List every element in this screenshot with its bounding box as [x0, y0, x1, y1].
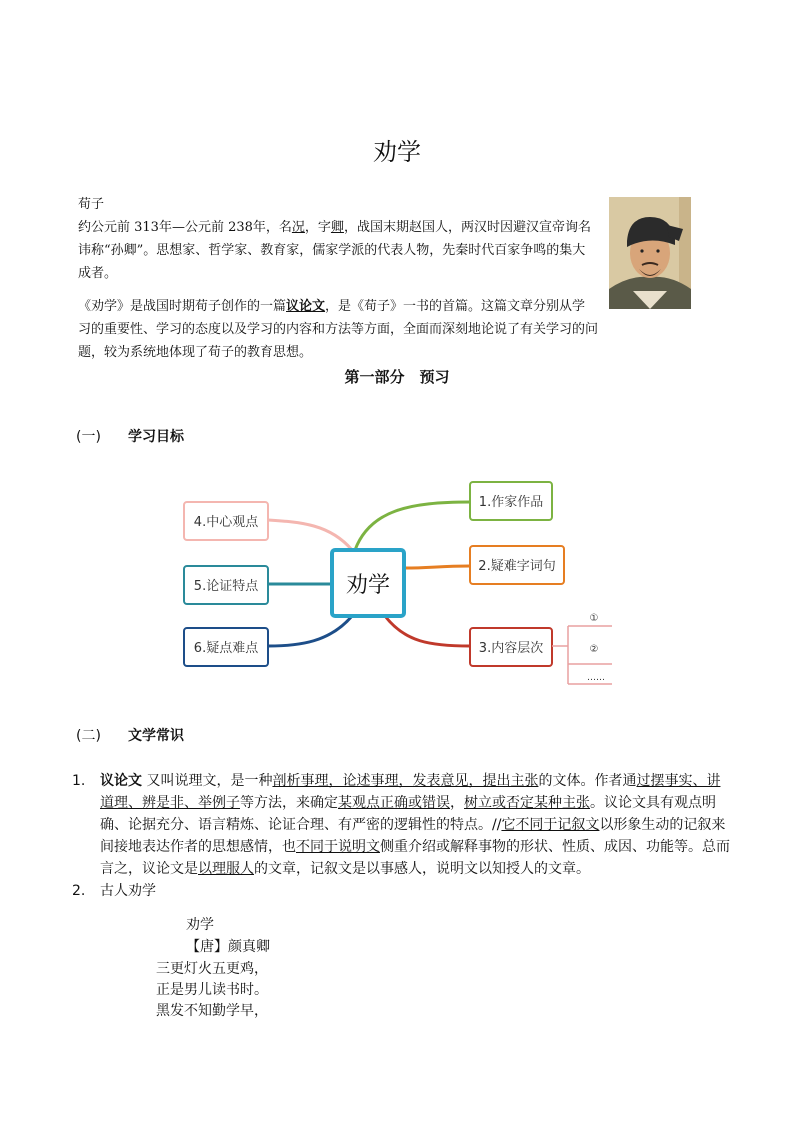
node-4-label: 4.中心观点	[193, 515, 259, 530]
item1-segment: 的文章，记叙文是以事感人，说明文以知授人的文章。	[254, 861, 590, 877]
author-bio	[78, 193, 598, 285]
branch-3	[385, 616, 470, 646]
node-2-label: 2.疑难字词句	[478, 559, 556, 574]
branch-2	[405, 566, 470, 568]
author-bio-text: 约公元前 313年—公元前 238年，名况，字卿，战国末期赵国人，两汉时因避汉宣帝询名讳称“孙卿”。思想家、哲学家、教育家，儒家学派的代表人物，先秦时代百家争鸣的集大成者。	[78, 220, 591, 281]
item1-segment: 剖析事理，论述事理，发表意见，提出主张	[272, 773, 539, 789]
author-name: 荀子	[78, 197, 105, 212]
item1-segment: 以形象生动的记叙来间接地表达作者的思想感情，也	[100, 817, 726, 855]
section-heading-1	[76, 426, 184, 446]
sub-item-1: ①	[589, 613, 599, 624]
item1-segment: ，	[450, 795, 464, 811]
mindmap	[170, 470, 620, 690]
item1-segment: 它不同于记叙文	[501, 817, 600, 833]
literature-notes	[72, 770, 732, 902]
section-number: (二)	[76, 728, 101, 744]
item1-segment: 等方法，来确定	[240, 795, 338, 811]
branch-6	[268, 616, 352, 646]
intro-paragraph: 《劝学》是战国时期荀子创作的一篇议论文，是《荀子》一书的首篇。这篇文章分别从学习的重要性、学习的态度以及学习的内容和方法等方面，全面而深刻地论说了有关学习的问题，较为系统地体现了荀子的教育思想。	[78, 299, 599, 360]
mindmap-center-label: 劝学	[345, 573, 391, 598]
item1-segment: 又叫说理文，是一种	[142, 773, 273, 789]
section-title: 学习目标	[128, 429, 184, 445]
item1-segment: 某观点正确或错误	[338, 795, 450, 811]
item1-segment: 。议论文具有观点明确、论据充分、语言精炼、论证合理、有严密的逻辑性的特点。//	[100, 795, 716, 833]
poem-title: 劝学	[186, 917, 214, 933]
sub-item-2: ②	[589, 644, 599, 655]
node-6-label: 6.疑点难点	[193, 641, 259, 656]
list-item: 2. 古人劝学	[72, 883, 156, 899]
section-number: (一)	[76, 429, 101, 445]
item1-segment: 议论文	[100, 773, 142, 789]
item1-segment: 以理服人	[198, 861, 254, 877]
item1-segment: 的文体。作者通	[538, 773, 637, 789]
poem-line: 三更灯火五更鸡，	[156, 961, 268, 977]
page-title: 劝学	[373, 138, 421, 166]
node-5-label: 5.论证特点	[193, 579, 259, 594]
section-title: 文学常识	[128, 728, 184, 744]
node-1-label: 1.作家作品	[478, 495, 544, 510]
poem-line: 黑发不知勤学早，	[156, 1003, 268, 1019]
node-3-label: 3.内容层次	[478, 641, 544, 656]
author-portrait-image	[609, 197, 691, 309]
item1-segment: 侧重介绍或解释事物的形状、性质、成因、功能等。总而言之，议论文是	[100, 839, 730, 877]
list-item: 1. 议论文 又叫说理文，是一种剖析事理，论述事理，发表意见，提出主张的文体。作者通过摆事实、讲道理、辨是非、举例子等方法，来确定某观点正确或错误，树立或否定某种主张。议论文具有观点明确、论据充分、语言精炼、论证合理、有严密的逻辑性的特点。//它不同于记叙文以形象生动的记叙来间接地表达作者的思想感情，也不同于说明文侧重介绍或解释事物的形状、性质、成因、功能等。总而言之，议论文是以理服人的文章，记叙文是以事感人，说明文以知授人的文章。	[72, 773, 730, 877]
item1-segment: 树立或否定某种主张	[464, 795, 590, 811]
item1-text	[100, 773, 730, 877]
part-title: 第一部分 预习	[344, 368, 450, 386]
poem-author: 【唐】颜真卿	[186, 939, 270, 955]
sub-item-3: ……	[587, 673, 605, 683]
item1-segment: 不同于说明文	[296, 839, 380, 855]
branch-4	[268, 520, 352, 550]
item2-title: 古人劝学	[100, 883, 156, 899]
branch-1	[355, 502, 470, 550]
item1-segment: 过摆事实、讲道理、辨是非、举例子	[100, 773, 721, 811]
poem-line: 正是男儿读书时。	[156, 982, 268, 998]
section-heading-2	[76, 725, 184, 745]
